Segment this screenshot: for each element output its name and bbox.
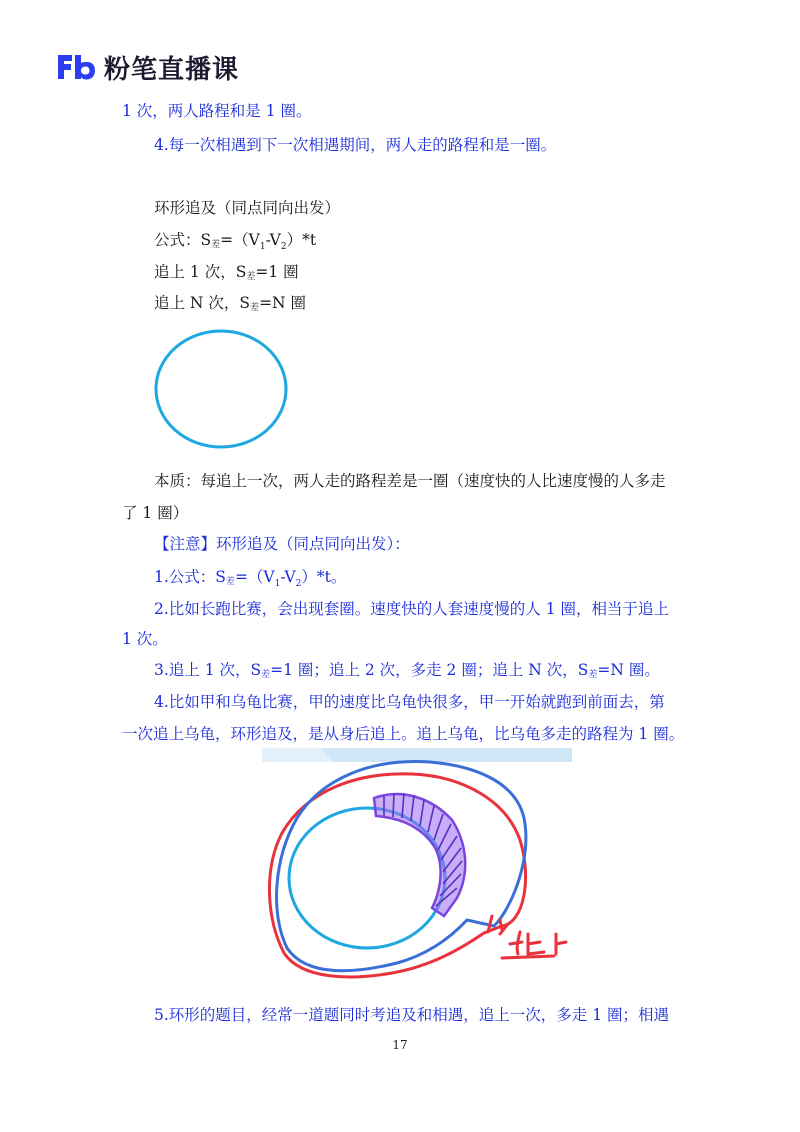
fb-logo-icon: [56, 52, 96, 82]
note-item-2-line-2: 1 次。: [122, 630, 168, 648]
text-line-2: 4.每一次相遇到下一次相遇期间，两人走的路程和是一圈。: [154, 136, 557, 154]
text-line-1: 1 次，两人路程和是 1 圈。: [122, 102, 312, 120]
note-item-2-line-1: 2.比如长跑比赛，会出现套圈。速度快的人套速度慢的人 1 圈，相当于追上: [154, 600, 670, 618]
essence-line-1: 本质：每追上一次，两人走的路程差是一圈（速度快的人比速度慢的人多走: [154, 472, 666, 490]
note-item-1: 1.公式：S差$=(V_1-V_2)*t$。: [154, 568, 347, 590]
chase-once-line: 追上 1 次，S差=1 圈: [154, 263, 299, 282]
blue-runner-path: [277, 761, 526, 970]
section-heading-chase: 环形追及（同点同向出发）: [154, 199, 341, 217]
note-item-4-line-1: 4.比如甲和乌龟比赛，甲的速度比乌龟快很多，甲一开始就跑到前面去，第: [154, 693, 665, 711]
note-item-4-line-2: 一次追上乌龟，环形追及，是从身后追上。追上乌龟，比乌龟多走的路程为 1 圈。: [122, 725, 685, 743]
track-circle: [156, 331, 286, 447]
chase-n-line: 追上 N 次，S差=N 圈: [154, 294, 307, 313]
circle-track-diagram: [150, 326, 292, 452]
essence-line-2: 了 1 圈）: [122, 504, 189, 522]
handwritten-chase-label: [488, 916, 566, 958]
note-item-5: 5.环形的题目，经常一道题同时考追及和相遇，追上一次，多走 1 圈；相遇: [154, 1006, 670, 1024]
chase-sketch-figure: [262, 748, 582, 998]
brand-name: 粉笔直播课: [104, 54, 240, 85]
note-heading: 【注意】环形追及（同点同向出发）：: [154, 535, 410, 553]
purple-difference-shading: [374, 794, 465, 916]
brand-logo: [56, 50, 239, 84]
note-item-3: 3.追上 1 次，S差=1 圈；追上 2 次，多走 2 圈；追上 N 次，S差=N 圈。: [154, 661, 660, 680]
page-number: 17: [392, 1038, 408, 1052]
formula-line: 公式：S差$=(V_1-V_2)*t$: [154, 231, 317, 253]
